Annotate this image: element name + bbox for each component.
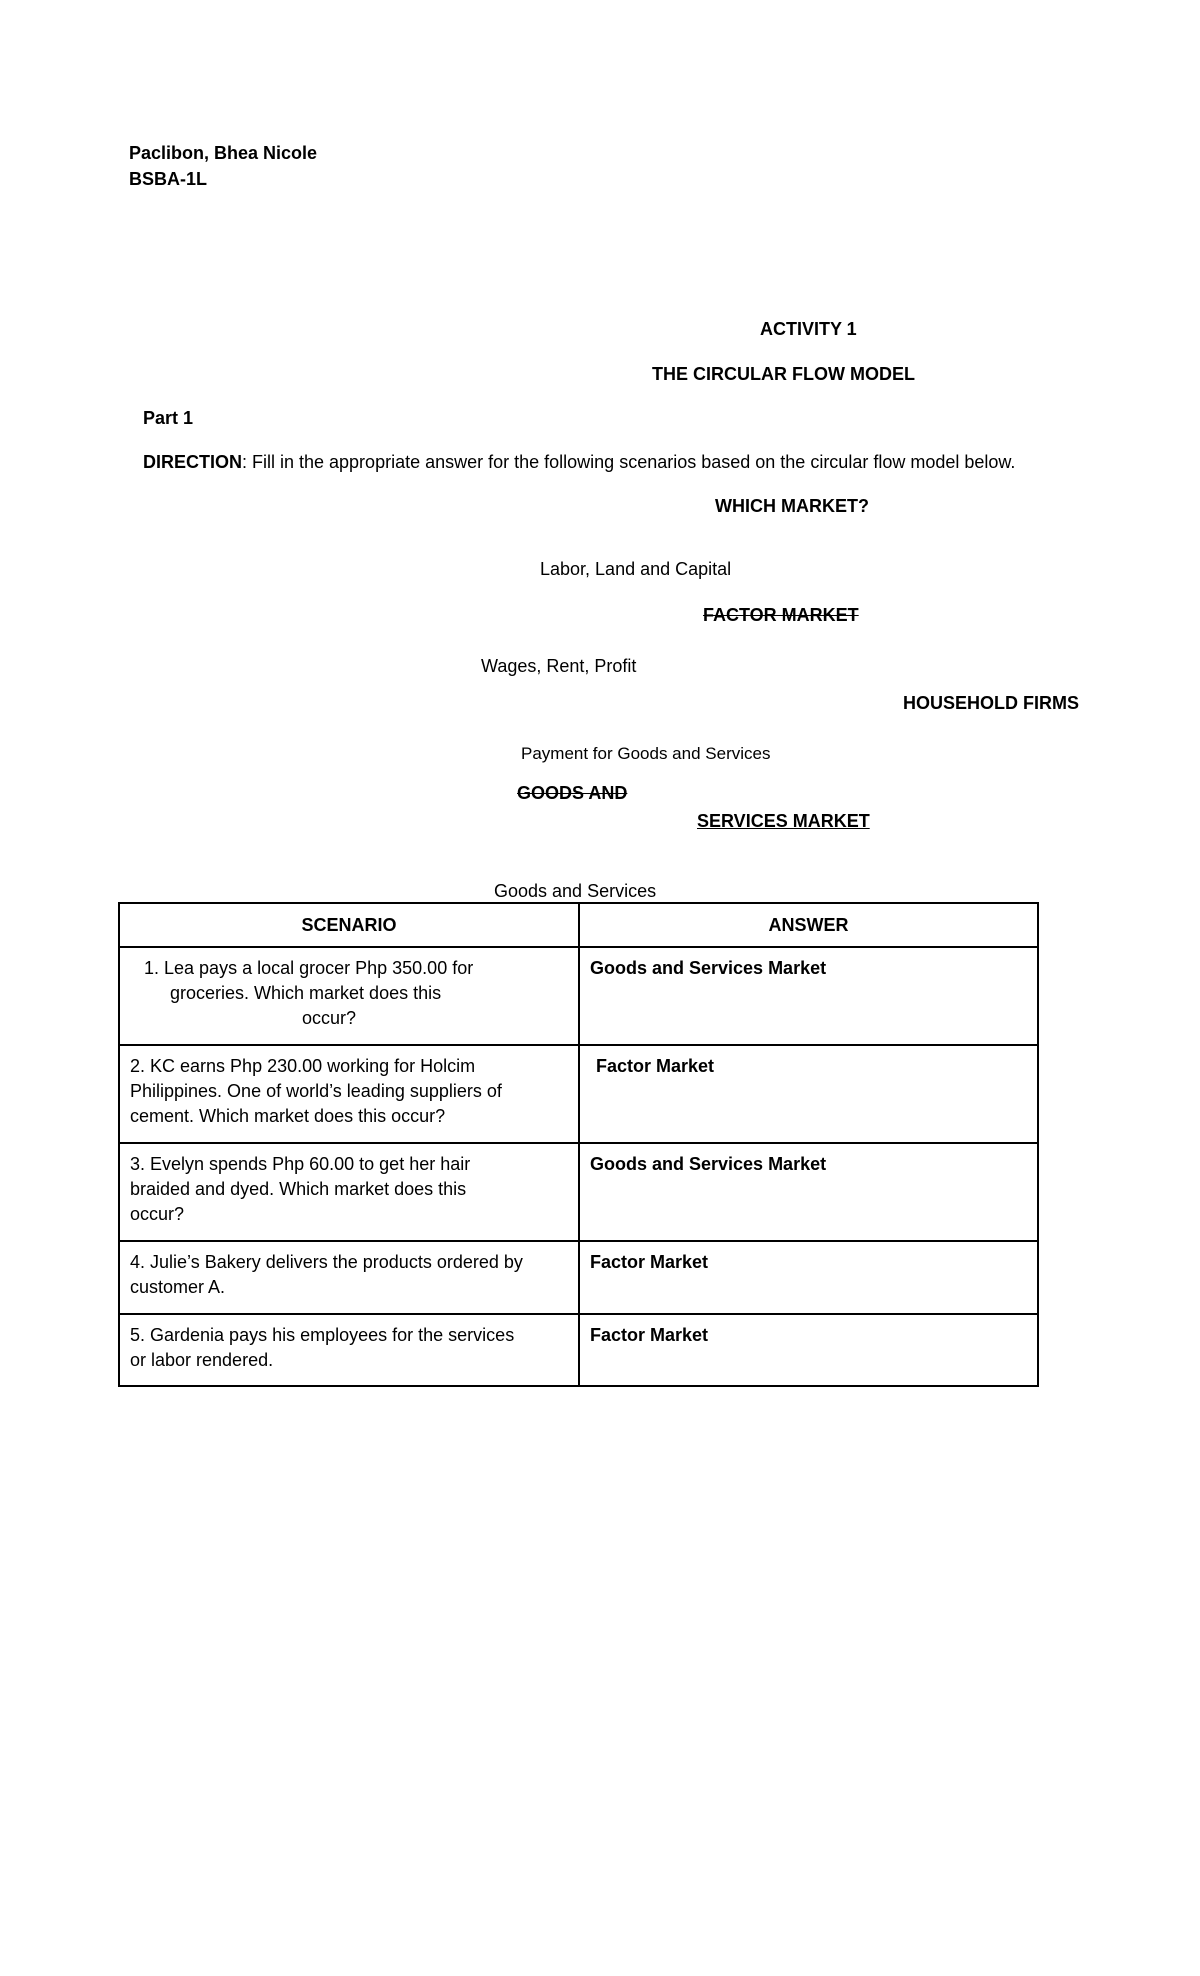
scenario-line: 1. Lea pays a local grocer Php 350.00 for — [144, 958, 474, 978]
table-row — [119, 1314, 1038, 1386]
direction-text: : Fill in the appropriate answer for the following scenarios based on the circular flow model below. — [242, 452, 1016, 472]
scenario-cell — [119, 1314, 579, 1386]
table-row — [119, 1045, 1038, 1143]
activity-title: ACTIVITY 1 — [760, 319, 857, 339]
scenario-line: 4. Julie’s Bakery delivers the products ordered by — [130, 1252, 523, 1272]
part-label: Part 1 — [143, 408, 194, 428]
table-header-row — [119, 903, 1038, 947]
scenario-table — [118, 902, 1039, 1387]
answer-cell: Factor Market — [579, 1045, 1038, 1143]
student-section: BSBA-1L — [129, 169, 208, 189]
flow-label-goods-and-services: Goods and Services — [494, 881, 657, 901]
flow-label-payment: Payment for Goods and Services — [521, 744, 771, 763]
flow-label-goods-and: GOODS AND — [517, 783, 628, 803]
flow-label-factor-market: FACTOR MARKET — [703, 605, 859, 625]
student-name: Paclibon, Bhea Nicole — [129, 143, 318, 163]
scenario-line: 3. Evelyn spends Php 60.00 to get her hair — [130, 1154, 471, 1174]
answer-cell: Goods and Services Market — [579, 1143, 1038, 1241]
flow-label-household-firms: HOUSEHOLD FIRMS — [903, 693, 1080, 713]
answer-cell: Factor Market — [579, 1314, 1038, 1386]
direction-label: DIRECTION — [143, 452, 242, 472]
column-header-answer: ANSWER — [579, 903, 1038, 947]
answer-cell: Factor Market — [579, 1241, 1038, 1314]
flow-label-labor-land-capital: Labor, Land and Capital — [540, 559, 732, 579]
scenario-line: 5. Gardenia pays his employees for the services — [130, 1325, 515, 1345]
scenario-line: 2. KC earns Php 230.00 working for Holcim — [130, 1056, 476, 1076]
scenario-cell — [119, 1045, 579, 1143]
answer-cell: Goods and Services Market — [579, 947, 1038, 1045]
scenario-line: groceries. Which market does this — [170, 983, 442, 1003]
scenario-cell — [119, 1241, 579, 1314]
flow-label-services-market: SERVICES MARKET — [697, 811, 870, 831]
table-row — [119, 1241, 1038, 1314]
scenario-line: customer A. — [130, 1277, 226, 1297]
scenario-line: braided and dyed. Which market does this — [130, 1179, 467, 1199]
scenario-cell — [119, 1143, 579, 1241]
scenario-line: Philippines. One of world’s leading suppliers of — [130, 1081, 502, 1101]
scenario-line: occur? — [302, 1008, 357, 1028]
which-market-heading: WHICH MARKET? — [715, 496, 869, 516]
column-header-scenario: SCENARIO — [119, 903, 579, 947]
scenario-line: occur? — [130, 1204, 185, 1224]
activity-subtitle: THE CIRCULAR FLOW MODEL — [652, 364, 915, 384]
scenario-cell — [119, 947, 579, 1045]
scenario-line: or labor rendered. — [130, 1350, 274, 1370]
table-row — [119, 1143, 1038, 1241]
direction-paragraph — [143, 452, 1015, 473]
flow-label-wages-rent-profit: Wages, Rent, Profit — [481, 656, 637, 676]
scenario-line: cement. Which market does this occur? — [130, 1106, 446, 1126]
table-row — [119, 947, 1038, 1045]
